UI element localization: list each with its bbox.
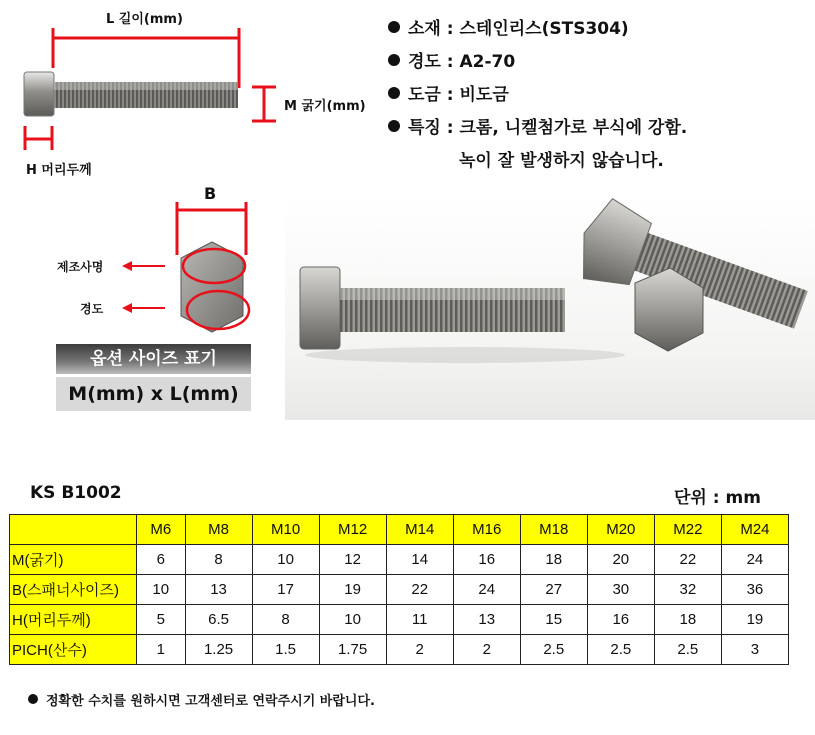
column-header: M18 bbox=[520, 515, 587, 545]
table-cell: 22 bbox=[654, 545, 721, 575]
spec-item bbox=[388, 14, 687, 47]
column-header: M22 bbox=[654, 515, 721, 545]
column-header: M6 bbox=[137, 515, 186, 545]
column-header: M10 bbox=[252, 515, 319, 545]
head-thickness-label: H 머리두께 bbox=[26, 163, 92, 178]
option-size-value: M(mm) x L(mm) bbox=[56, 377, 251, 411]
row-header: H(머리두께) bbox=[10, 605, 137, 635]
table-cell: 2 bbox=[453, 635, 520, 665]
spec-material: 소재 : 스테인리스(STS304) bbox=[408, 19, 629, 39]
table-cell: 10 bbox=[252, 545, 319, 575]
bullet-icon bbox=[388, 87, 400, 99]
table-cell: 18 bbox=[654, 605, 721, 635]
option-size-title: 옵션 사이즈 표기 bbox=[56, 344, 251, 374]
table-cell: 19 bbox=[319, 575, 386, 605]
table-cell: 13 bbox=[453, 605, 520, 635]
bullet-icon bbox=[388, 21, 400, 33]
table-cell: 5 bbox=[137, 605, 186, 635]
column-header: M24 bbox=[721, 515, 788, 545]
table-cell: 6.5 bbox=[185, 605, 252, 635]
product-photo-graphic bbox=[285, 195, 815, 420]
thickness-label: M 굵기(mm) bbox=[284, 99, 366, 114]
table-cell: 22 bbox=[386, 575, 453, 605]
spec-plating: 도금 : 비도금 bbox=[408, 85, 509, 105]
table-cell: 10 bbox=[137, 575, 186, 605]
table-cell: 8 bbox=[252, 605, 319, 635]
contact-note bbox=[28, 690, 375, 709]
table-cell: 6 bbox=[137, 545, 186, 575]
hardness-mark-label: 경도 bbox=[80, 302, 104, 316]
table-cell: 1 bbox=[137, 635, 186, 665]
maker-name-label: 제조사명 bbox=[57, 260, 104, 274]
table-cell: 3 bbox=[721, 635, 788, 665]
bolt-spec-table bbox=[9, 514, 789, 665]
column-header: M16 bbox=[453, 515, 520, 545]
table-cell: 24 bbox=[721, 545, 788, 575]
table-row bbox=[10, 635, 789, 665]
table-cell: 20 bbox=[587, 545, 654, 575]
table-header-row bbox=[10, 515, 789, 545]
spec-feature: 특징 : 크롬, 니켈첨가로 부식에 강함. bbox=[408, 118, 688, 138]
table-corner-cell bbox=[10, 515, 137, 545]
table-cell: 11 bbox=[386, 605, 453, 635]
table-cell: 19 bbox=[721, 605, 788, 635]
column-header: M8 bbox=[185, 515, 252, 545]
table-cell: 27 bbox=[520, 575, 587, 605]
table-cell: 1.25 bbox=[185, 635, 252, 665]
standard-label: KS B1002 bbox=[30, 483, 122, 503]
row-header: B(스패너사이즈) bbox=[10, 575, 137, 605]
table-row bbox=[10, 545, 789, 575]
spec-feature-continuation: 녹이 잘 발생하지 않습니다. bbox=[459, 151, 664, 171]
column-header: M20 bbox=[587, 515, 654, 545]
spec-list bbox=[388, 14, 687, 171]
table-cell: 15 bbox=[520, 605, 587, 635]
spec-item bbox=[388, 113, 687, 146]
table-cell: 2.5 bbox=[520, 635, 587, 665]
table-cell: 2.5 bbox=[654, 635, 721, 665]
table-cell: 17 bbox=[252, 575, 319, 605]
table-cell: 36 bbox=[721, 575, 788, 605]
spanner-size-label: B bbox=[204, 184, 217, 203]
table-cell: 13 bbox=[185, 575, 252, 605]
bullet-icon bbox=[28, 694, 38, 704]
spec-hardness: 경도 : A2-70 bbox=[408, 52, 516, 72]
bullet-icon bbox=[388, 54, 400, 66]
column-header: M12 bbox=[319, 515, 386, 545]
table-cell: 24 bbox=[453, 575, 520, 605]
product-photo bbox=[285, 195, 815, 420]
contact-note-text: 정확한 수치를 원하시면 고객센터로 연락주시기 바랍니다. bbox=[46, 694, 375, 709]
bullet-icon bbox=[388, 120, 400, 132]
bolt-dimension-diagram bbox=[0, 0, 380, 185]
unit-label: 단위 : mm bbox=[674, 488, 761, 508]
table-cell: 16 bbox=[587, 605, 654, 635]
table-cell: 12 bbox=[319, 545, 386, 575]
table-cell: 10 bbox=[319, 605, 386, 635]
table-cell: 30 bbox=[587, 575, 654, 605]
row-header: M(굵기) bbox=[10, 545, 137, 575]
table-cell: 2.5 bbox=[587, 635, 654, 665]
table-cell: 32 bbox=[654, 575, 721, 605]
bolt-diagram-graphic bbox=[0, 0, 380, 185]
spec-item bbox=[388, 47, 687, 80]
length-label: L 길이(mm) bbox=[106, 12, 183, 27]
table-row bbox=[10, 605, 789, 635]
row-header: PICH(산수) bbox=[10, 635, 137, 665]
table-cell: 18 bbox=[520, 545, 587, 575]
column-header: M14 bbox=[386, 515, 453, 545]
table-cell: 1.5 bbox=[252, 635, 319, 665]
table-cell: 1.75 bbox=[319, 635, 386, 665]
table-cell: 2 bbox=[386, 635, 453, 665]
table-cell: 14 bbox=[386, 545, 453, 575]
table-row bbox=[10, 575, 789, 605]
spec-item bbox=[388, 80, 687, 113]
table-cell: 8 bbox=[185, 545, 252, 575]
table-cell: 16 bbox=[453, 545, 520, 575]
